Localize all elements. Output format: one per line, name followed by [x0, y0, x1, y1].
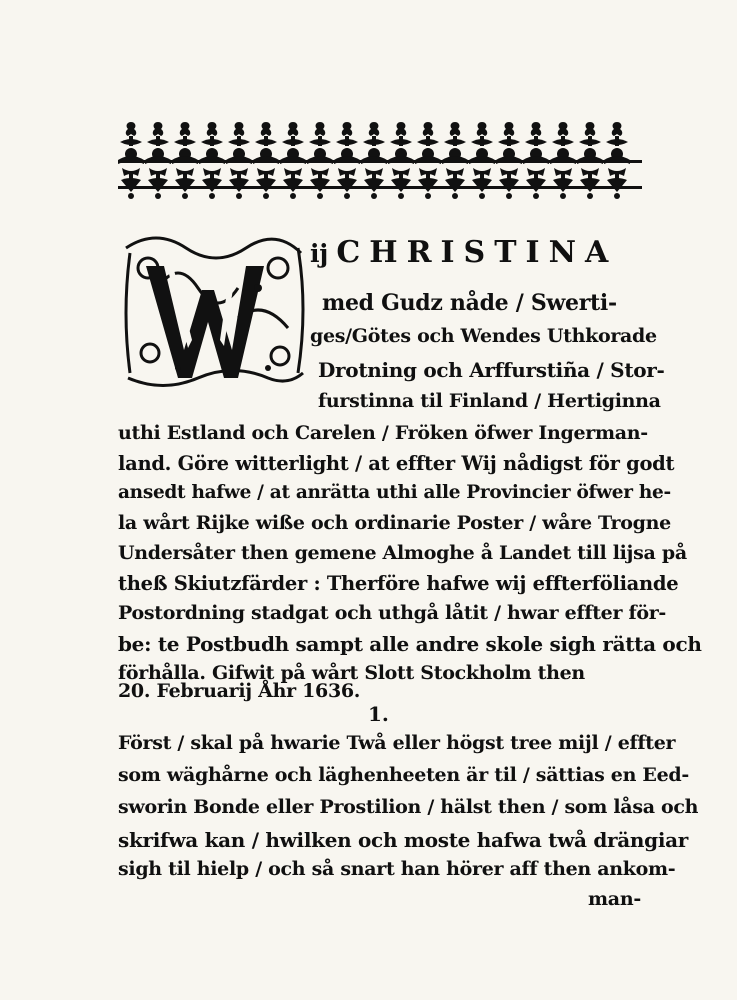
- section-line-3: sworin Bonde eller Prostilion / hälst then / som låsa och: [118, 796, 699, 818]
- preamble-line-7: ansedt hafwe / at anrätta uthi alle Provincier öfwer he-: [118, 482, 671, 503]
- heading-name: CHRISTINA: [336, 235, 618, 270]
- section-line-5: sigh til hielp / och så snart han hörer aff then ankom-: [118, 858, 676, 880]
- preamble-line-6: land. Göre witterlight / at effter Wij nådigst för godt: [118, 452, 675, 475]
- heading-line: [310, 235, 617, 270]
- section-number: 1.: [368, 702, 389, 726]
- ornamental-border: [118, 120, 642, 208]
- section-line-4: skrifwa kan / hwilken och moste hafwa twå drängiar: [118, 828, 689, 852]
- preamble-line-4: furstinna til Finland / Hertiginna: [318, 390, 661, 412]
- preamble-line-3: Drotning och Arffurstiña / Stor-: [318, 358, 665, 382]
- heading-lead: ij: [310, 239, 328, 268]
- date-line: 20. Februarij Åhr 1636.: [118, 680, 361, 702]
- decorated-initial-w: [118, 228, 308, 390]
- preamble-line-11: Postordning stadgat och uthgå låtit / hwar effter för-: [118, 602, 667, 624]
- preamble-line-13: förhålla. Gifwit på wårt Slott Stockholm then: [118, 662, 585, 684]
- preamble-line-12: be: te Postbudh sampt alle andre skole sigh rätta och: [118, 632, 702, 656]
- section-line-1: Först / skal på hwarie Twå eller högst tree mijl / effter: [118, 732, 676, 754]
- preamble-line-2: ges/Götes och Wendes Uthkorade: [310, 325, 657, 347]
- preamble-line-5: uthi Estland och Carelen / Fröken öfwer Ingerman-: [118, 422, 648, 444]
- preamble-line-8: la wårt Rijke wiße och ordinarie Poster / wåre Trogne: [118, 512, 671, 534]
- section-line-6: man-: [588, 888, 641, 910]
- preamble-line-9: Undersåter then gemene Almoghe å Landet till lijsa på: [118, 542, 687, 564]
- preamble-line-10: theß Skiutzfärder : Therföre hafwe wij effterföliande: [118, 572, 679, 595]
- section-line-2: som wäghårne och läghenheeten är til / sättias en Eed-: [118, 764, 689, 786]
- preamble-line-1: med Gudz nåde / Swerti-: [322, 290, 617, 316]
